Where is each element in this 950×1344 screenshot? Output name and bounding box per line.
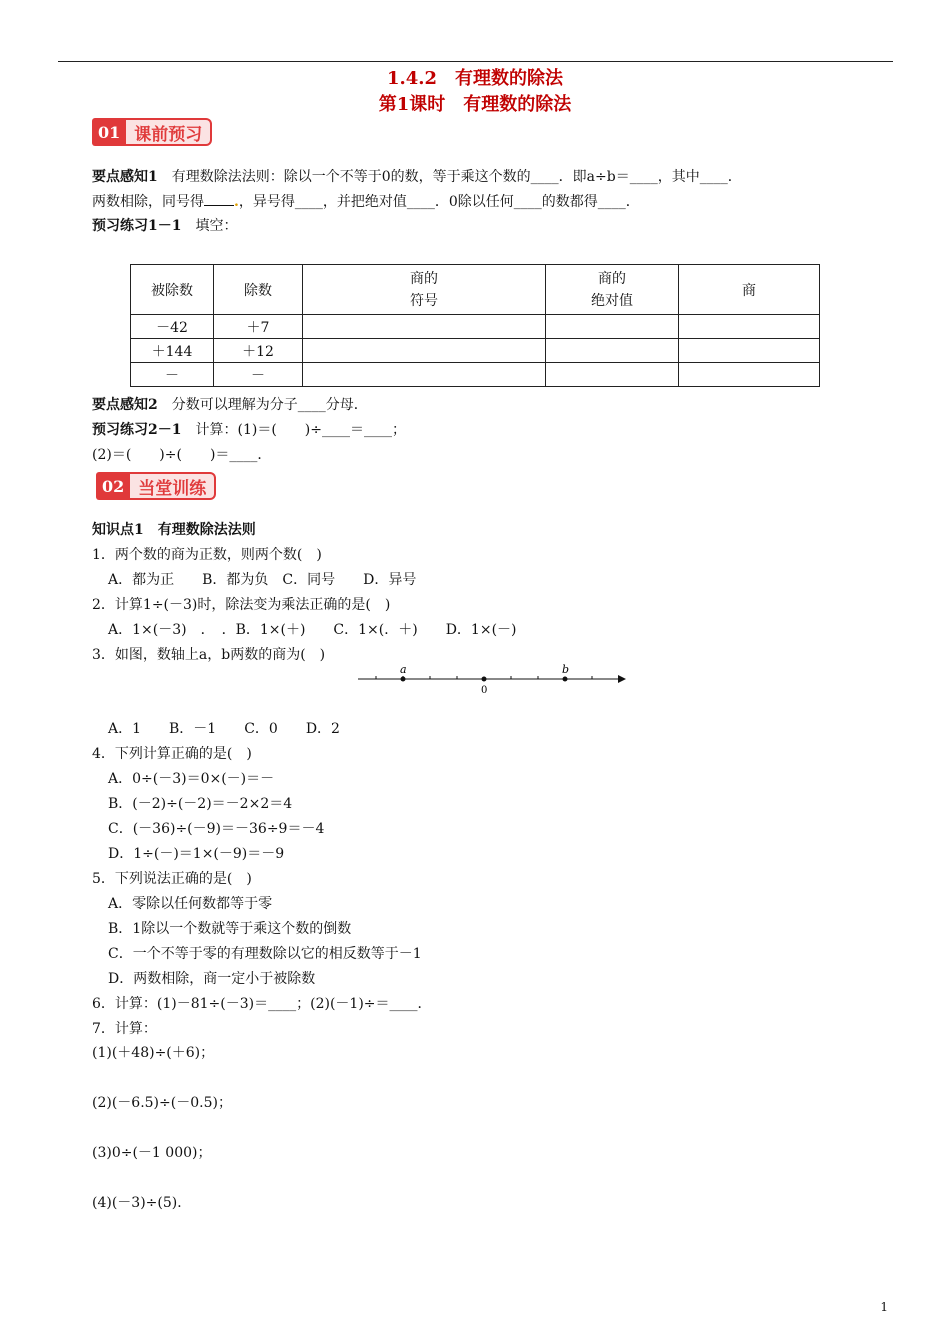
exercise-1-1 (92, 216, 237, 236)
label-b: b (562, 663, 570, 676)
exercise-2-1-cont: (2)＝( )÷( )＝____． (92, 447, 272, 463)
question-1: 1．两个数的商为正数，则两个数( ) (92, 547, 322, 563)
sub-question-1: (1)(＋48)÷(＋6)； (92, 1045, 215, 1061)
section-badge-class (96, 472, 216, 500)
option-c[interactable]: C．一个不等于零的有理数除以它的相反数等于－1 (108, 946, 422, 962)
option-b[interactable]: B．(－2)÷(－2)＝－2×2＝4 (108, 796, 293, 812)
question-3-options[interactable]: A．1 B．－1 C．0 D．2 (108, 721, 340, 737)
question-5: 5．下列说法正确的是( ) (92, 871, 252, 887)
option-d[interactable]: D．两数相除，商一定小于被除数 (108, 971, 316, 987)
sub-question-3: (3)0÷(－1 000)； (92, 1145, 212, 1161)
label-zero: 0 (481, 685, 488, 696)
question-2-options[interactable]: A．1×(－3) ． ．B．1×(＋) C．1×(．＋) D．1×(－) (108, 622, 517, 638)
option-c[interactable]: C．(－36)÷(－9)＝－36÷9＝－4 (108, 821, 325, 837)
answer-cell[interactable] (303, 315, 546, 339)
option-b[interactable]: B．1除以一个数就等于乘这个数的倒数 (108, 921, 352, 937)
lesson-title: 1.4.2 有理数的除法 (386, 68, 564, 89)
key-point-1-cont (92, 191, 640, 212)
key-point-1 (92, 167, 742, 187)
answer-cell[interactable] (546, 339, 679, 363)
label-a: a (400, 663, 407, 676)
key-point-text: 两数相除，同号得 (92, 194, 204, 210)
option-a[interactable]: A．0÷(－3)＝0×(－)＝－ (108, 771, 275, 787)
badge-number: 02 (96, 472, 130, 500)
key-point-2 (92, 395, 368, 415)
key-point-text: 分数可以理解为分子____分母． (171, 397, 368, 413)
option-d[interactable]: D．1÷(－)＝1×(－9)＝－9 (108, 846, 285, 862)
lesson-subtitle: 第1课时 有理数的除法 (378, 94, 572, 115)
exercise-text: 填空： (195, 218, 238, 234)
table-header: 除数 (214, 265, 303, 315)
option-a[interactable]: A．零除以任何数都等于零 (108, 896, 273, 912)
key-point-text: ，异号得____，并把绝对值____．0除以任何____的数都得____． (238, 194, 640, 210)
section-badge-preview (92, 118, 212, 146)
question-1-options[interactable]: A．都为正 B．都为负 C．同号 D．异号 (108, 572, 417, 588)
top-rule (58, 61, 893, 62)
table-header: 商 (679, 265, 820, 315)
answer-cell[interactable] (679, 315, 820, 339)
key-point-text: 有理数除法法则：除以一个不等于0的数，等于乘这个数的____．即a÷b＝____，其中____． (171, 169, 742, 185)
number-line (356, 662, 628, 696)
sub-question-4: (4)(－3)÷(5)． (92, 1195, 192, 1211)
answer-cell[interactable] (546, 363, 679, 387)
answer-cell[interactable] (303, 363, 546, 387)
table-header: 商的 绝对值 (546, 265, 679, 315)
badge-number: 01 (92, 118, 126, 146)
quotient-table (130, 264, 820, 387)
exercise-label: 预习练习1－1 (92, 218, 182, 234)
exercise-text: 计算：(1)＝( )÷____＝____； (195, 422, 406, 438)
sub-question-2: (2)(－6.5)÷(－0.5)； (92, 1095, 232, 1111)
table-row: ＋144 ＋12 (131, 339, 820, 363)
exercise-label: 预习练习2－1 (92, 422, 182, 438)
question-4: 4．下列计算正确的是( ) (92, 746, 252, 762)
table-row: － － (131, 363, 820, 387)
table-header: 商的 符号 (303, 265, 546, 315)
answer-cell[interactable] (546, 315, 679, 339)
key-point-label: 要点感知1 (92, 169, 158, 185)
table-header: 被除数 (131, 265, 214, 315)
answer-cell[interactable] (679, 339, 820, 363)
question-7: 7．计算： (92, 1021, 157, 1037)
question-6: 6．计算：(1)－81÷(－3)＝____；(2)(－1)÷＝____． (92, 996, 432, 1012)
answer-cell[interactable] (679, 363, 820, 387)
point-a (401, 677, 406, 682)
badge-label: 课前预习 (126, 118, 212, 146)
table-row: －42 ＋7 (131, 315, 820, 339)
badge-label: 当堂训练 (130, 472, 216, 500)
exercise-2-1 (92, 420, 406, 440)
question-3: 3．如图，数轴上a，b两数的商为( ) (92, 647, 326, 663)
page-number: 1 (880, 1300, 888, 1314)
key-point-label: 要点感知2 (92, 397, 158, 413)
point-zero (482, 677, 487, 682)
answer-cell[interactable] (303, 339, 546, 363)
point-b (563, 677, 568, 682)
question-2: 2．计算1÷(－3)时，除法变为乘法正确的是( ) (92, 597, 391, 613)
answer-blank[interactable] (204, 191, 234, 206)
knowledge-point: 知识点1 有理数除法法则 (92, 522, 256, 538)
emphasis-dot: . (234, 194, 239, 210)
